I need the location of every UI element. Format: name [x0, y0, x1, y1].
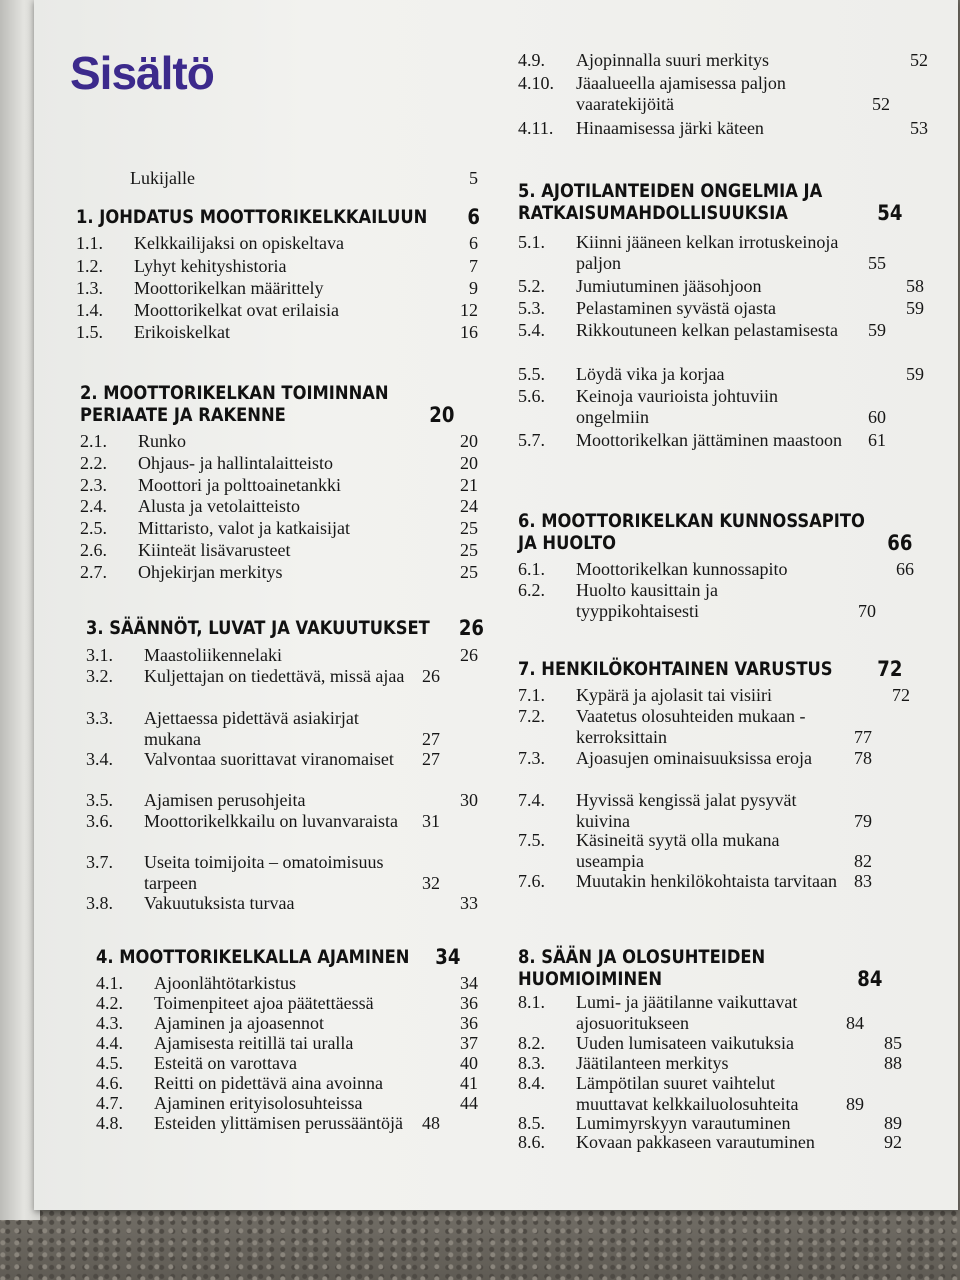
entry-page: 21 — [460, 475, 478, 495]
section-title: 7. HENKILÖKOHTAINEN VARUSTUS — [518, 658, 833, 680]
entry-page: 79 — [854, 811, 872, 831]
entry-number: 4.4. — [96, 1033, 123, 1053]
section-page: 20 — [429, 403, 455, 427]
entry-title: Ohjaus- ja hallintalaitteisto — [138, 453, 333, 473]
toc-entry[interactable] — [86, 645, 478, 666]
section-heading[interactable] — [96, 946, 484, 968]
entry-page: 33 — [460, 893, 478, 913]
section-heading[interactable] — [518, 658, 912, 680]
entry-title: Moottorikelkan jättäminen maastoon — [576, 430, 842, 450]
entry-number: 1.2. — [76, 256, 103, 276]
entry-number: 1.4. — [76, 300, 103, 320]
entry-number: 1.3. — [76, 278, 103, 298]
section-title: 8. SÄÄN JA OLOSUHTEIDEN HUOMIOIMINEN — [518, 946, 766, 990]
entry-title: Vakuutuksista turvaa — [144, 893, 295, 913]
entry-title: Ajoonlähtötarkistus — [154, 973, 296, 993]
entry-page: 83 — [854, 871, 872, 891]
toc-entry[interactable] — [80, 496, 478, 517]
toc-entry[interactable] — [518, 580, 914, 622]
section-page: 66 — [887, 531, 913, 555]
entry-number: 4.9. — [518, 50, 545, 70]
section-page: 26 — [458, 616, 484, 640]
entry-page: 25 — [460, 562, 478, 582]
entry-page: 26 — [422, 666, 440, 686]
page-title: Sisältö — [70, 47, 214, 99]
entry-title: Moottori ja polttoainetankki — [138, 475, 341, 495]
toc-entry[interactable] — [518, 118, 928, 139]
entry-page: 78 — [854, 748, 872, 768]
entry-title: Kuljettajan on tiedettävä, missä ajaa — [144, 666, 405, 686]
entry-number: 4.6. — [96, 1073, 123, 1093]
toc-entry[interactable] — [518, 992, 902, 1034]
entry-number: 7.6. — [518, 871, 545, 891]
entry-page: 25 — [460, 518, 478, 538]
entry-number: 7.3. — [518, 748, 545, 768]
toc-entry[interactable] — [76, 278, 478, 299]
entry-number: 1.1. — [76, 233, 103, 253]
entry-number: 8.4. — [518, 1073, 545, 1093]
entry-page: 59 — [906, 364, 924, 384]
entry-title: Jäaalueella ajamisessa paljon vaaratekijöitä — [576, 73, 786, 114]
entry-number: 3.7. — [86, 852, 113, 872]
entry-page: 9 — [469, 278, 478, 298]
section-page: 34 — [435, 945, 461, 969]
toc-entry[interactable] — [86, 852, 478, 894]
section-title: 6. MOOTTORIKELKAN KUNNOSSAPITO JA HUOLTO — [518, 510, 865, 554]
entry-number: 5.5. — [518, 364, 545, 384]
entry-number: 5.1. — [518, 232, 545, 252]
entry-title: Käsineitä syytä olla mukana useampia — [576, 830, 780, 871]
entry-title: Rikkoutuneen kelkan pelastamisesta — [576, 320, 838, 340]
entry-title: Erikoiskelkat — [134, 322, 230, 342]
toc-entry[interactable] — [80, 475, 478, 496]
entry-title: Valvontaa suorittavat viranomaiset — [144, 749, 394, 769]
entry-title: Maastoliikennelaki — [144, 645, 282, 665]
entry-number: 8.1. — [518, 992, 545, 1012]
entry-page: 37 — [460, 1033, 478, 1053]
entry-title: Kelkkailijaksi on opiskeltava — [134, 233, 344, 253]
entry-page: 20 — [460, 453, 478, 473]
toc-entry[interactable] — [76, 233, 478, 254]
entry-page: 82 — [854, 851, 872, 871]
entry-title: Ajettaessa pidettävä asiakirjat mukana — [144, 708, 359, 749]
entry-number: 7.1. — [518, 685, 545, 705]
entry-page: 60 — [868, 407, 886, 427]
section-heading[interactable] — [518, 510, 926, 554]
entry-page: 89 — [846, 1094, 864, 1114]
toc-entry[interactable] — [86, 893, 478, 914]
entry-number: 7.5. — [518, 830, 545, 850]
entry-page: 70 — [858, 601, 876, 621]
entry-title: Moottorikelkkailu on luvanvaraista — [144, 811, 398, 831]
entry-title: Kypärä ja ajolasit tai visiiri — [576, 685, 772, 705]
toc-entry[interactable] — [518, 1073, 902, 1115]
entry-title: Toimenpiteet ajoa päätettäessä — [154, 993, 374, 1013]
entry-title: Lumi- ja jäätilanne vaikuttavat ajosuoritukseen — [576, 992, 798, 1033]
entry-page: 59 — [868, 320, 886, 340]
entry-title: Ajopinnalla suuri merkitys — [576, 50, 769, 70]
toc-entry[interactable] — [86, 811, 478, 832]
entry-number: 3.5. — [86, 790, 113, 810]
entry-page: 27 — [422, 729, 440, 749]
toc-entry[interactable] — [86, 749, 478, 770]
toc-entry[interactable] — [518, 320, 924, 341]
entry-number: 2.4. — [80, 496, 107, 516]
toc-entry[interactable] — [96, 1093, 478, 1114]
entry-page: 26 — [460, 645, 478, 665]
entry-number: 2.1. — [80, 431, 107, 451]
toc-entry[interactable] — [518, 559, 914, 580]
entry-page: 12 — [460, 300, 478, 320]
toc-entry[interactable] — [518, 50, 928, 71]
entry-number: 5.2. — [518, 276, 545, 296]
toc-entry[interactable] — [80, 453, 478, 474]
toc-entry[interactable] — [518, 386, 924, 428]
entry-number: 3.8. — [86, 893, 113, 913]
intro-page: 5 — [469, 168, 478, 188]
section-title: 3. SÄÄNNÖT, LUVAT JA VAKUUTUKSET — [86, 617, 430, 639]
toc-entry[interactable] — [518, 430, 924, 451]
toc-entry[interactable] — [86, 708, 478, 750]
entry-page: 20 — [460, 431, 478, 451]
entry-number: 3.3. — [86, 708, 113, 728]
entry-title: Mittaristo, valot ja katkaisijat — [138, 518, 350, 538]
entry-number: 6.1. — [518, 559, 545, 579]
section-page: 6 — [467, 205, 480, 229]
entry-number: 4.8. — [96, 1113, 123, 1133]
entry-number: 4.11. — [518, 118, 554, 138]
entry-page: 36 — [460, 1013, 478, 1033]
entry-title: Moottorikelkan määrittely — [134, 278, 324, 298]
entry-page: 32 — [422, 873, 440, 893]
toc-entry[interactable] — [80, 518, 478, 539]
section-page: 72 — [877, 657, 903, 681]
entry-number: 4.3. — [96, 1013, 123, 1033]
entry-number: 8.2. — [518, 1033, 545, 1053]
entry-page: 89 — [884, 1113, 902, 1133]
section-page: 84 — [857, 967, 883, 991]
entry-title: Lämpötilan suuret vaihtelut muuttavat kelkkailuolosuhteita — [576, 1073, 799, 1114]
toc-entry[interactable] — [76, 322, 478, 343]
intro-label: Lukijalle — [130, 168, 195, 188]
entry-title: Kiinni jääneen kelkan irrotuskeinoja paljon — [576, 232, 839, 273]
entry-number: 6.2. — [518, 580, 545, 600]
entry-number: 7.2. — [518, 706, 545, 726]
entry-title: Ajoasujen ominaisuuksissa eroja — [576, 748, 812, 768]
entry-title: Löydä vika ja korjaa — [576, 364, 725, 384]
toc-entry[interactable] — [518, 298, 924, 319]
toc-entry[interactable] — [96, 1113, 478, 1134]
toc-entry[interactable] — [518, 1033, 902, 1054]
entry-number: 4.10. — [518, 73, 554, 93]
toc-entry[interactable] — [76, 256, 478, 277]
toc-entry[interactable] — [80, 562, 478, 583]
toc-entry[interactable] — [518, 232, 924, 274]
entry-title: Vaatetus olosuhteiden mukaan - kerroksittain — [576, 706, 806, 747]
entry-number: 7.4. — [518, 790, 545, 810]
toc-entry[interactable] — [518, 748, 910, 769]
entry-number: 2.3. — [80, 475, 107, 495]
entry-title: Muutakin henkilökohtaista tarvitaan — [576, 871, 837, 891]
toc-entry[interactable] — [96, 1033, 478, 1054]
entry-page: 55 — [868, 253, 886, 273]
toc-entry[interactable] — [518, 685, 910, 706]
entry-title: Esteiden ylittämisen perussääntöjä — [154, 1113, 403, 1133]
entry-number: 4.5. — [96, 1053, 123, 1073]
section-heading[interactable] — [518, 946, 904, 990]
entry-title: Keinoja vaurioista johtuviin ongelmiin — [576, 386, 778, 427]
toc-entry[interactable] — [518, 73, 928, 115]
toc-entry[interactable] — [518, 1132, 902, 1153]
entry-title: Jumiutuminen jääsohjoon — [576, 276, 762, 296]
entry-title: Reitti on pidettävä aina avoinna — [154, 1073, 383, 1093]
section-title: 1. JOHDATUS MOOTTORIKELKKAILUUN — [76, 206, 428, 228]
entry-number: 4.1. — [96, 973, 123, 993]
entry-title: Ohjekirjan merkitys — [138, 562, 283, 582]
entry-number: 3.6. — [86, 811, 113, 831]
toc-entry[interactable] — [518, 364, 924, 385]
section-heading[interactable] — [86, 617, 484, 639]
entry-page: 72 — [892, 685, 910, 705]
toc-entry[interactable] — [518, 1053, 902, 1074]
entry-title: Alusta ja vetolaitteisto — [138, 496, 300, 516]
entry-number: 5.4. — [518, 320, 545, 340]
entry-page: 7 — [469, 256, 478, 276]
entry-title: Huolto kausittain ja tyyppikohtaisesti — [576, 580, 718, 621]
entry-page: 25 — [460, 540, 478, 560]
entry-title: Kiinteät lisävarusteet — [138, 540, 291, 560]
entry-number: 8.5. — [518, 1113, 545, 1133]
toc-entry[interactable] — [518, 1113, 902, 1134]
entry-number: 4.2. — [96, 993, 123, 1013]
entry-number: 8.3. — [518, 1053, 545, 1073]
intro-entry[interactable] — [130, 168, 478, 189]
entry-number: 2.2. — [80, 453, 107, 473]
entry-page: 44 — [460, 1093, 478, 1113]
toc-entry[interactable] — [518, 830, 910, 872]
section-title: 4. MOOTTORIKELKALLA AJAMINEN — [96, 946, 410, 968]
section-heading[interactable] — [76, 206, 480, 228]
toc-entry[interactable] — [518, 790, 910, 832]
entry-number: 5.6. — [518, 386, 545, 406]
entry-page: 92 — [884, 1132, 902, 1152]
toc-entry[interactable] — [76, 300, 478, 321]
toc-entry[interactable] — [518, 871, 910, 892]
entry-title: Moottorikelkat ovat erilaisia — [134, 300, 339, 320]
entry-page: 36 — [460, 993, 478, 1013]
entry-page: 31 — [422, 811, 440, 831]
entry-title: Ajaminen ja ajoasennot — [154, 1013, 324, 1033]
entry-title: Useita toimijoita – omatoimisuus tarpeen — [144, 852, 384, 893]
entry-title: Kovaan pakkaseen varautuminen — [576, 1132, 815, 1152]
entry-page: 40 — [460, 1053, 478, 1073]
entry-number: 4.7. — [96, 1093, 123, 1113]
toc-entry[interactable] — [80, 540, 478, 561]
entry-page: 24 — [460, 496, 478, 516]
entry-title: Lyhyt kehityshistoria — [134, 256, 287, 276]
entry-number: 2.7. — [80, 562, 107, 582]
entry-title: Hyvissä kengissä jalat pysyvät kuivina — [576, 790, 797, 831]
entry-title: Ajamisesta reitillä tai uralla — [154, 1033, 354, 1053]
entry-page: 16 — [460, 322, 478, 342]
entry-title: Pelastaminen syvästä ojasta — [576, 298, 776, 318]
entry-page: 88 — [884, 1053, 902, 1073]
toc-entry[interactable] — [86, 790, 478, 811]
entry-number: 5.3. — [518, 298, 545, 318]
section-heading[interactable] — [518, 180, 926, 224]
toc-entry[interactable] — [96, 993, 478, 1014]
section-title: 5. AJOTILANTEIDEN ONGELMIA JA RATKAISUMAHDOLLISUUKSIA — [518, 180, 823, 224]
entry-title: Uuden lumisateen vaikutuksia — [576, 1033, 794, 1053]
entry-page: 53 — [910, 118, 928, 138]
toc-entry[interactable] — [518, 706, 910, 748]
toc-entry[interactable] — [518, 276, 924, 297]
entry-title: Jäätilanteen merkitys — [576, 1053, 729, 1073]
entry-page: 85 — [884, 1033, 902, 1053]
toc-entry[interactable] — [80, 431, 478, 452]
entry-title: Moottorikelkan kunnossapito — [576, 559, 788, 579]
entry-number: 8.6. — [518, 1132, 545, 1152]
toc-entry[interactable] — [96, 1053, 478, 1074]
section-title: 2. MOOTTORIKELKAN TOIMINNAN PERIAATE JA RAKENNE — [80, 382, 389, 426]
toc-entry[interactable] — [96, 1013, 478, 1034]
entry-page: 61 — [868, 430, 886, 450]
entry-page: 41 — [460, 1073, 478, 1093]
entry-number: 3.4. — [86, 749, 113, 769]
entry-page: 84 — [846, 1013, 864, 1033]
entry-page: 66 — [896, 559, 914, 579]
entry-title: Ajaminen erityisolosuhteissa — [154, 1093, 363, 1113]
entry-title: Lumimyrskyyn varautuminen — [576, 1113, 791, 1133]
entry-number: 3.1. — [86, 645, 113, 665]
entry-title: Ajamisen perusohjeita — [144, 790, 306, 810]
entry-number: 2.5. — [80, 518, 107, 538]
entry-number: 2.6. — [80, 540, 107, 560]
entry-page: 58 — [906, 276, 924, 296]
entry-page: 59 — [906, 298, 924, 318]
entry-number: 1.5. — [76, 322, 103, 342]
entry-page: 34 — [460, 973, 478, 993]
toc-entry[interactable] — [96, 1073, 478, 1094]
entry-page: 52 — [910, 50, 928, 70]
entry-page: 27 — [422, 749, 440, 769]
entry-page: 6 — [469, 233, 478, 253]
entry-title: Esteitä on varottava — [154, 1053, 297, 1073]
entry-page: 77 — [854, 727, 872, 747]
entry-number: 3.2. — [86, 666, 113, 686]
entry-number: 5.7. — [518, 430, 545, 450]
entry-title: Runko — [138, 431, 187, 451]
entry-page: 52 — [872, 94, 890, 114]
entry-page: 30 — [460, 790, 478, 810]
entry-title: Hinaamisessa järki käteen — [576, 118, 764, 138]
toc-entry[interactable] — [86, 666, 478, 687]
section-heading[interactable] — [80, 382, 484, 426]
toc-entry[interactable] — [96, 973, 478, 994]
entry-page: 48 — [422, 1113, 440, 1133]
section-page: 54 — [877, 201, 903, 225]
